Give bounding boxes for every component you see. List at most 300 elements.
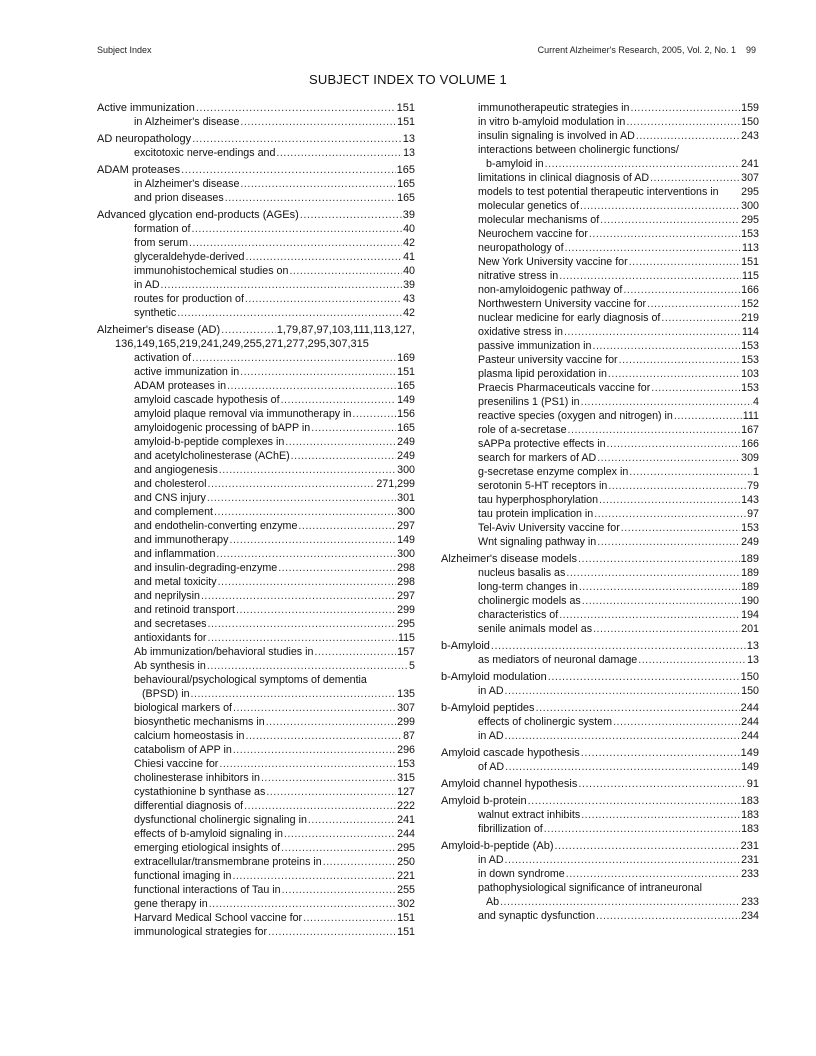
main-heading xyxy=(97,101,415,115)
index-term: and retinoid transport xyxy=(134,604,235,616)
index-term: immunotherapeutic strategies in xyxy=(478,102,630,114)
subheading xyxy=(97,911,415,925)
subheading xyxy=(441,367,759,381)
subheading xyxy=(97,715,415,729)
leader-dots xyxy=(536,701,740,715)
index-term: and complement xyxy=(134,506,214,518)
index-term: non-amyloidogenic pathway of xyxy=(478,284,623,296)
page-reference: 42 xyxy=(403,237,415,249)
leader-dots xyxy=(207,491,396,505)
leader-dots xyxy=(565,241,741,255)
page-reference: 113 xyxy=(741,242,759,254)
page-reference: 153 xyxy=(741,522,759,534)
leader-dots xyxy=(582,594,740,608)
page-reference: 300 xyxy=(397,548,415,560)
leader-dots xyxy=(281,841,396,855)
leader-dots xyxy=(629,255,740,269)
page-reference: 166 xyxy=(741,438,759,450)
page-reference: 243 xyxy=(741,130,759,142)
leader-dots xyxy=(579,580,740,594)
index-term: New York University vaccine for xyxy=(478,256,628,268)
leader-dots xyxy=(201,589,396,603)
index-term: of AD xyxy=(478,761,505,773)
index-term: and CNS injury xyxy=(134,492,206,504)
page-reference: 295 xyxy=(741,186,759,198)
subheading xyxy=(97,799,415,813)
leader-dots xyxy=(189,236,402,250)
subheading xyxy=(441,381,759,395)
page-reference: 222 xyxy=(397,800,415,812)
leader-dots xyxy=(596,909,740,923)
index-term: Neurochem vaccine for xyxy=(478,228,588,240)
leader-dots xyxy=(209,897,396,911)
subheading xyxy=(441,115,759,129)
index-term: amyloid plaque removal via immunotherapy in xyxy=(134,408,352,420)
leader-dots xyxy=(233,743,396,757)
subheading xyxy=(97,477,415,491)
leader-dots xyxy=(311,421,396,435)
index-term: and secretases xyxy=(134,618,207,630)
subheading xyxy=(97,306,415,320)
leader-dots xyxy=(216,547,396,561)
subheading xyxy=(97,115,415,129)
leader-dots xyxy=(581,746,740,760)
page-reference: 157 xyxy=(397,646,415,658)
leader-dots xyxy=(594,507,746,521)
subheading-continuation xyxy=(97,687,415,701)
leader-dots xyxy=(578,552,740,566)
index-term: long-term changes in xyxy=(478,581,578,593)
index-term: antioxidants for xyxy=(134,632,207,644)
page-reference: 149 xyxy=(397,534,415,546)
page-reference: 190 xyxy=(741,595,759,607)
subheading xyxy=(441,255,759,269)
page-reference: 149 xyxy=(740,747,759,759)
index-term: functional interactions of Tau in xyxy=(134,884,281,896)
page-reference: 4 xyxy=(753,396,759,408)
index-term: senile animals model as xyxy=(478,623,593,635)
main-heading xyxy=(97,323,415,337)
page-reference: 244 xyxy=(741,730,759,742)
page-reference: 127 xyxy=(397,786,415,798)
subheading-continuation xyxy=(441,157,759,171)
page-reference: 150 xyxy=(740,671,759,683)
index-entry xyxy=(97,101,415,129)
index-term: search for markers of AD xyxy=(478,452,597,464)
index-term: and cholesterol xyxy=(134,478,207,490)
subheading xyxy=(441,185,759,199)
leader-dots xyxy=(597,451,740,465)
page-reference: 241 xyxy=(397,814,415,826)
leader-dots xyxy=(661,311,740,325)
leader-dots xyxy=(599,493,740,507)
main-heading xyxy=(97,208,415,222)
subheading xyxy=(441,909,759,923)
index-term: Amyloid b-protein xyxy=(441,795,527,807)
leader-dots xyxy=(630,101,740,115)
main-heading xyxy=(97,132,415,146)
subheading xyxy=(97,743,415,757)
index-term: formation of xyxy=(134,223,191,235)
page-reference: 165 xyxy=(396,164,415,176)
subheading: interactions between cholinergic functions/ xyxy=(478,144,679,156)
page-reference: 234 xyxy=(741,910,759,922)
index-term: in vitro b-amyloid modulation in xyxy=(478,116,626,128)
page-reference: 39 xyxy=(403,279,415,291)
index-term: molecular genetics of xyxy=(478,200,579,212)
page-reference: 39 xyxy=(402,209,415,221)
leader-dots xyxy=(674,409,742,423)
subheading xyxy=(97,491,415,505)
leader-dots xyxy=(181,163,395,177)
subheading xyxy=(97,351,415,365)
subheading xyxy=(97,463,415,477)
subheading xyxy=(441,213,759,227)
leader-dots xyxy=(559,269,741,283)
subheading xyxy=(97,575,415,589)
subheading xyxy=(97,561,415,575)
leader-dots xyxy=(282,883,397,897)
subheading xyxy=(441,129,759,143)
leader-dots xyxy=(308,813,396,827)
index-term: sAPPa protective effects in xyxy=(478,438,606,450)
page-reference: 167 xyxy=(741,424,759,436)
index-term: and insulin-degrading-enzyme xyxy=(134,562,278,574)
page-reference: 13 xyxy=(746,640,759,652)
page-reference: 301 xyxy=(397,492,415,504)
leader-dots xyxy=(500,895,740,909)
index-term: tau hyperphosphorylation xyxy=(478,494,599,506)
leader-dots xyxy=(564,325,741,339)
subheading xyxy=(97,505,415,519)
subheading xyxy=(97,855,415,869)
leader-dots xyxy=(240,177,396,191)
subheading xyxy=(441,311,759,325)
subheading xyxy=(441,684,759,698)
page-reference: 189 xyxy=(740,553,759,565)
leader-dots xyxy=(597,535,740,549)
page-reference: 135 xyxy=(397,688,415,700)
page-reference: 300 xyxy=(397,464,415,476)
subheading xyxy=(97,897,415,911)
index-term: activation of xyxy=(134,352,192,364)
leader-dots xyxy=(161,278,403,292)
subheading xyxy=(441,493,759,507)
leader-dots xyxy=(545,157,741,171)
index-entry xyxy=(441,101,759,549)
subheading: behavioural/psychological symptoms of dementia xyxy=(134,674,367,686)
main-heading xyxy=(441,777,759,791)
subheading xyxy=(441,580,759,594)
index-term: Tel-Aviv University vaccine for xyxy=(478,522,620,534)
page-reference: 165 xyxy=(397,192,415,204)
main-heading xyxy=(441,639,759,653)
index-term: cholinergic models as xyxy=(478,595,581,607)
leader-dots xyxy=(636,129,740,143)
index-term: Praecis Pharmaceuticals vaccine for xyxy=(478,382,651,394)
page-reference: 165 xyxy=(397,178,415,190)
subheading xyxy=(441,241,759,255)
page-reference: 219 xyxy=(741,312,759,324)
page-reference: 151 xyxy=(396,102,415,114)
index-term: Amyloid-b-peptide (Ab) xyxy=(441,840,554,852)
index-term: extracellular/transmembrane proteins in xyxy=(134,856,322,868)
index-term: reactive species (oxygen and nitrogen) in xyxy=(478,410,673,422)
leader-dots xyxy=(647,297,740,311)
subheading xyxy=(441,283,759,297)
index-term: Ab immunization/behavioral studies in xyxy=(134,646,314,658)
page-reference: 250 xyxy=(397,856,415,868)
index-term: in AD xyxy=(134,279,160,291)
leader-dots xyxy=(192,132,402,146)
index-term: effects of cholinergic system xyxy=(478,716,613,728)
leader-dots xyxy=(291,449,397,463)
page-reference: 299 xyxy=(397,604,415,616)
page-reference: 103 xyxy=(741,368,759,380)
leader-dots xyxy=(196,101,396,115)
page-reference: 153 xyxy=(741,382,759,394)
page-reference: 233 xyxy=(741,896,759,908)
index-entry xyxy=(97,323,415,939)
subheading xyxy=(441,409,759,423)
subheading xyxy=(97,659,415,673)
subheading xyxy=(97,589,415,603)
index-term: glyceraldehyde-derived xyxy=(134,251,245,263)
page-reference: 87 xyxy=(403,730,415,742)
page-title: SUBJECT INDEX TO VOLUME 1 xyxy=(309,72,507,87)
page-reference: 1,79,87,97,103,111,113,127, xyxy=(276,324,415,336)
index-term: in down syndrome xyxy=(478,868,565,880)
index-term: gene therapy in xyxy=(134,898,208,910)
page-reference: 302 xyxy=(397,898,415,910)
subheading xyxy=(97,533,415,547)
page-reference: 183 xyxy=(740,795,759,807)
index-term: Chiesi vaccine for xyxy=(134,758,219,770)
page-reference: 150 xyxy=(741,685,759,697)
subheading xyxy=(441,566,759,580)
subheading xyxy=(441,479,759,493)
index-term: Wnt signaling pathway in xyxy=(478,536,597,548)
subheading: pathophysiological significance of intraneuronal xyxy=(478,882,702,894)
subheading xyxy=(441,760,759,774)
page-reference: 114 xyxy=(741,326,759,338)
index-term: amyloidogenic processing of bAPP in xyxy=(134,422,311,434)
subheading xyxy=(97,785,415,799)
index-term: and endothelin-converting enzyme xyxy=(134,520,298,532)
subheading-wrap xyxy=(97,687,415,701)
leader-dots xyxy=(261,771,396,785)
index-term: models to test potential therapeutic interventions in xyxy=(478,186,719,198)
subheading xyxy=(97,365,415,379)
page-reference: 79 xyxy=(747,480,759,492)
leader-dots xyxy=(208,477,376,491)
index-term: catabolism of APP in xyxy=(134,744,232,756)
leader-dots xyxy=(177,306,402,320)
page-reference: 299 xyxy=(397,716,415,728)
index-entry xyxy=(441,839,759,923)
leader-dots xyxy=(600,213,740,227)
index-term: ADAM proteases xyxy=(97,164,181,176)
leader-dots xyxy=(505,853,741,867)
subheading xyxy=(97,841,415,855)
index-term: oxidative stress in xyxy=(478,326,563,338)
subheading xyxy=(441,269,759,283)
page-reference: 255 xyxy=(397,884,415,896)
leader-dots xyxy=(246,250,403,264)
subheading xyxy=(97,264,415,278)
page-reference: 149 xyxy=(397,394,415,406)
index-term: plasma lipid peroxidation in xyxy=(478,368,607,380)
subheading xyxy=(441,101,759,115)
index-term: Pasteur university vaccine for xyxy=(478,354,618,366)
leader-dots xyxy=(225,191,396,205)
leader-dots xyxy=(544,822,740,836)
page-reference: 165 xyxy=(397,422,415,434)
subheading xyxy=(97,645,415,659)
page-reference: 166 xyxy=(741,284,759,296)
page-reference: 297 xyxy=(397,520,415,532)
index-term: Harvard Medical School vaccine for xyxy=(134,912,303,924)
page-reference: 244 xyxy=(741,716,759,728)
subheading xyxy=(97,519,415,533)
page-reference: 151 xyxy=(741,256,759,268)
index-term: and inflammation xyxy=(134,548,216,560)
page-reference: 97 xyxy=(747,508,759,520)
leader-dots xyxy=(276,146,402,160)
index-term: and prion diseases xyxy=(134,192,224,204)
subheading xyxy=(441,594,759,608)
index-term: Active immunization xyxy=(97,102,195,114)
leader-dots xyxy=(568,423,741,437)
leader-dots xyxy=(581,808,740,822)
page-reference: 249 xyxy=(741,536,759,548)
index-term: b-Amyloid xyxy=(441,640,490,652)
index-term: immunological strategies for xyxy=(134,926,268,938)
index-term: Amyloid channel hypothesis xyxy=(441,778,578,790)
index-entry xyxy=(441,639,759,667)
page-reference: 152 xyxy=(741,298,759,310)
page-reference: 40 xyxy=(403,265,415,277)
index-term: tau protein implication in xyxy=(478,508,594,520)
index-entry xyxy=(441,701,759,743)
leader-dots xyxy=(233,701,396,715)
leader-dots xyxy=(298,519,396,533)
page-reference: 151 xyxy=(397,912,415,924)
leader-dots xyxy=(245,729,402,743)
page-reference: 13 xyxy=(402,133,415,145)
page-reference: 231 xyxy=(740,840,759,852)
leader-dots xyxy=(578,777,745,791)
page-reference: 183 xyxy=(741,823,759,835)
index-term: b-Amyloid peptides xyxy=(441,702,535,714)
leader-dots xyxy=(566,566,740,580)
leader-dots xyxy=(207,659,408,673)
index-term: Northwestern University vaccine for xyxy=(478,298,647,310)
index-term: and neprilysin xyxy=(134,590,200,602)
running-head-right xyxy=(538,45,756,55)
subheading xyxy=(97,883,415,897)
index-column-left xyxy=(97,101,415,942)
page-reference: 241 xyxy=(741,158,759,170)
leader-dots xyxy=(608,479,746,493)
main-heading xyxy=(441,746,759,760)
page-reference: 153 xyxy=(397,758,415,770)
subheading xyxy=(97,222,415,236)
leader-dots xyxy=(651,381,740,395)
page-reference: 41 xyxy=(403,251,415,263)
leader-dots xyxy=(285,435,396,449)
page-reference: 151 xyxy=(397,116,415,128)
index-term: g-secretase enzyme complex in xyxy=(478,466,629,478)
subheading xyxy=(97,236,415,250)
subheading-wrap xyxy=(441,895,759,909)
subheading xyxy=(441,437,759,451)
leader-dots xyxy=(266,785,396,799)
page-reference: 295 xyxy=(397,842,415,854)
subheading xyxy=(441,507,759,521)
index-term: Amyloid cascade hypothesis xyxy=(441,747,580,759)
page-reference: 307 xyxy=(397,702,415,714)
subheading xyxy=(97,827,415,841)
leader-dots xyxy=(505,684,741,698)
main-heading xyxy=(441,839,759,853)
leader-dots xyxy=(236,603,396,617)
main-heading xyxy=(441,552,759,566)
index-term: cystathionine b synthase as xyxy=(134,786,266,798)
page-reference: 295 xyxy=(397,618,415,630)
leader-dots xyxy=(638,653,746,667)
index-term: effects of b-amyloid signaling in xyxy=(134,828,283,840)
page-reference: 249 xyxy=(397,436,415,448)
index-term: b-amyloid in xyxy=(486,158,544,170)
page-reference: 221 xyxy=(397,870,415,882)
index-term: and synaptic dysfunction xyxy=(478,910,596,922)
index-entry xyxy=(97,132,415,160)
leader-dots xyxy=(289,264,402,278)
index-term: Advanced glycation end-products (AGEs) xyxy=(97,209,299,221)
leader-dots xyxy=(214,505,396,519)
index-term: serotonin 5-HT receptors in xyxy=(478,480,608,492)
page-reference: 143 xyxy=(741,494,759,506)
index-term: and metal toxicity xyxy=(134,576,217,588)
index-term: fibrillization of xyxy=(478,823,543,835)
subheading xyxy=(97,701,415,715)
page-reference: 309 xyxy=(741,452,759,464)
page-reference: 296 xyxy=(397,744,415,756)
index-entry xyxy=(441,794,759,836)
journal-citation: Current Alzheimer's Research, 2005, Vol. 2, No. 1 xyxy=(537,45,736,55)
page-reference: 231 xyxy=(741,854,759,866)
leader-dots xyxy=(559,608,740,622)
page-reference: 244 xyxy=(740,702,759,714)
subheading xyxy=(441,808,759,822)
subheading xyxy=(441,199,759,213)
subheading xyxy=(97,435,415,449)
leader-dots xyxy=(323,855,396,869)
index-term: nuclear medicine for early diagnosis of xyxy=(478,312,661,324)
subheading xyxy=(441,822,759,836)
page-reference: 13 xyxy=(747,654,759,666)
leader-dots xyxy=(192,351,396,365)
subheading xyxy=(97,191,415,205)
index-term: biological markers of xyxy=(134,702,233,714)
subheading-wrap xyxy=(441,157,759,171)
leader-dots xyxy=(592,339,740,353)
leader-dots xyxy=(619,353,741,367)
subheading xyxy=(97,869,415,883)
page-reference-continuation: 136,149,165,219,241,249,255,271,277,295,307,315 xyxy=(115,338,369,350)
subheading xyxy=(97,146,415,160)
